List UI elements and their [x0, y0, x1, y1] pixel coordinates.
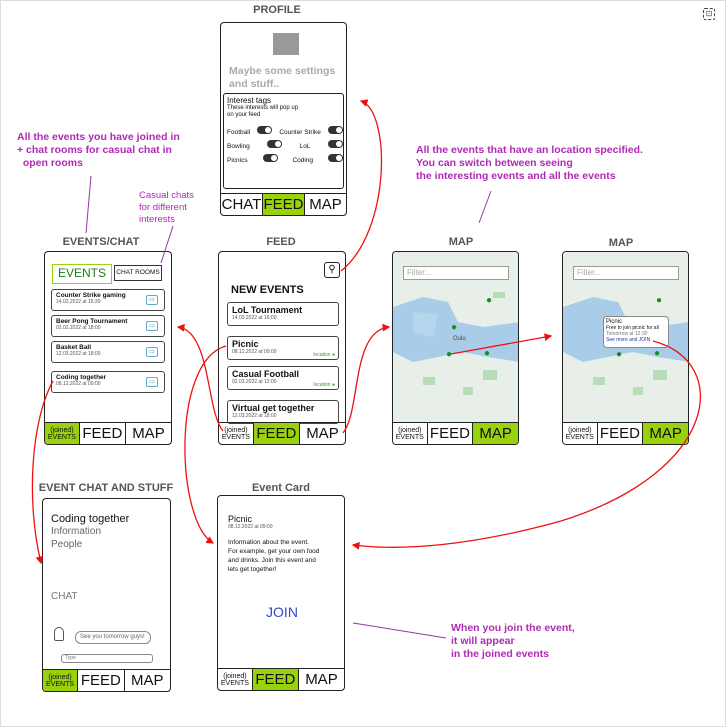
popup-title: Picnic [606, 319, 623, 325]
nav-map[interactable]: MAP [309, 196, 342, 213]
line-note-joined [86, 176, 91, 233]
nav-feed[interactable]: FEED [428, 423, 474, 444]
event-card-title: Event Card [251, 482, 311, 494]
line-note-map [479, 191, 491, 223]
tab-chat-rooms[interactable]: CHAT ROOMS [114, 265, 162, 281]
popup-join-link[interactable]: See more and JOIN [606, 337, 651, 343]
feed-event-card[interactable]: Picnic 08.12.2022 at 09:00 location ● [227, 336, 339, 360]
event-item[interactable]: Counter Strike gaming 14.02.2022 at 15:30 ⇨ [51, 289, 165, 311]
tag-picnics: Picnics [227, 157, 248, 164]
note-map: All the events that have an location specified. You can switch between seeing the interesting events and all the events [416, 144, 643, 182]
event-item[interactable]: Coding together 08.12.2022 at 09:00 ⇨ [51, 371, 165, 393]
nav-feed[interactable]: FEED [253, 669, 299, 690]
bottom-nav [219, 422, 345, 444]
tag-bowling: Bowling [227, 143, 250, 150]
nav-map[interactable]: MAP [131, 672, 164, 689]
nav-map[interactable]: MAP [305, 671, 338, 688]
event-chat-title: EVENT CHAT AND STUFF [38, 482, 174, 494]
arrow-feed-to-profile [341, 101, 381, 271]
events-chat-screen [44, 251, 172, 445]
picnics-toggle[interactable] [263, 154, 278, 162]
chat-message-bubble: See you tomorrow guys! [75, 631, 151, 644]
map-pin-icon[interactable]: ● [656, 295, 663, 306]
nav-feed[interactable]: FEED [254, 423, 300, 444]
bottom-nav [563, 422, 688, 444]
events-chat-title: EVENTS/CHAT [62, 236, 140, 248]
map-pin-icon[interactable]: ● [654, 348, 661, 359]
arrow-feed-to-events [178, 327, 223, 431]
nav-feed[interactable]: FEED [263, 196, 304, 213]
filter-input[interactable]: Filter... [573, 266, 679, 280]
location-tag[interactable]: location ● [313, 352, 335, 358]
screenshot-icon[interactable]: ⊡ [703, 8, 715, 20]
lol-toggle[interactable] [328, 140, 343, 148]
event-item[interactable]: Basket Ball 12.03.2022 at 18:00 ⇨ [51, 341, 165, 363]
tag-counter-strike: Counter Strike [279, 129, 321, 136]
nav-joined-events[interactable]: (joined) EVENTS [563, 423, 598, 444]
interest-tags-panel [223, 93, 344, 189]
interest-tags-subtitle: These interests will pop up on your feed [227, 105, 299, 118]
card-description: Information about the event. For example, get your own food and drinks. Join this event and lets get together! [228, 539, 320, 573]
feed-title: FEED [266, 236, 296, 248]
coding-toggle[interactable] [328, 154, 343, 162]
chat-arrow-icon[interactable]: ⇨ [146, 321, 158, 331]
interest-tags-title: Interest tags [227, 96, 272, 105]
chat-information-link[interactable]: Information [51, 526, 102, 537]
profile-avatar[interactable] [273, 33, 299, 55]
nav-feed[interactable]: FEED [80, 423, 126, 444]
chat-input[interactable]: Type [61, 654, 153, 663]
note-join: When you join the event, it will appear in the joined events [451, 622, 575, 660]
new-events-heading: NEW EVENTS [231, 284, 304, 296]
nav-map[interactable]: MAP [306, 425, 339, 442]
join-button[interactable]: JOIN [266, 604, 298, 620]
nav-map[interactable]: MAP [132, 425, 165, 442]
filter-input[interactable]: Filter... [403, 266, 509, 280]
profile-title: PROFILE [253, 4, 301, 16]
nav-map[interactable]: MAP [643, 423, 688, 444]
city-label: Oulu [453, 336, 466, 342]
card-date: 08.12.2022 at 09:00 [228, 524, 273, 530]
nav-map[interactable]: MAP [473, 423, 518, 444]
chat-label: CHAT [51, 591, 78, 602]
tag-football: Football [227, 129, 251, 136]
chat-arrow-icon[interactable]: ⇨ [146, 347, 158, 357]
nav-joined-events[interactable]: (joined) EVENTS [393, 423, 428, 444]
note-joined: All the events you have joined in + chat rooms for casual chat in open rooms [17, 131, 180, 169]
profile-icon[interactable]: ⚲ [324, 262, 340, 278]
chat-arrow-icon[interactable]: ⇨ [146, 377, 158, 387]
map-title-2: MAP [608, 237, 634, 249]
map-title: MAP [448, 236, 474, 248]
bottom-nav [218, 668, 344, 690]
map-pin-icon[interactable]: ● [451, 322, 458, 333]
chat-event-title: Coding together [51, 513, 130, 525]
event-chat-screen [42, 498, 171, 692]
map-screen-popup [562, 251, 689, 445]
bottom-nav [45, 422, 171, 444]
card-title: Picnic [228, 514, 253, 524]
chat-arrow-icon[interactable]: ⇨ [146, 295, 158, 305]
profile-screen [220, 22, 347, 216]
tab-events[interactable]: EVENTS [52, 264, 112, 284]
settings-text: Maybe some settings and stuff.. [229, 65, 336, 90]
nav-feed[interactable]: FEED [598, 423, 644, 444]
chat-people-link[interactable]: People [51, 539, 83, 550]
note-casual-chats: Casual chats for different interests [139, 190, 194, 225]
map-screen [392, 251, 519, 445]
map-pin-icon[interactable]: ● [484, 348, 491, 359]
bowling-toggle[interactable] [267, 140, 282, 148]
football-toggle[interactable] [257, 126, 272, 134]
counter-strike-toggle[interactable] [328, 126, 343, 134]
popup-date: Tomorrow at 12:30 [606, 331, 648, 337]
event-item[interactable]: Beer Pong Tournament 02.02.2022 at 18:00 ⇨ [51, 315, 165, 337]
map-pin-icon[interactable]: ● [486, 295, 493, 306]
tag-coding: Coding [292, 157, 314, 164]
location-tag[interactable]: location ● [313, 382, 335, 388]
event-popup[interactable] [603, 316, 669, 348]
line-note-join [353, 623, 446, 638]
nav-joined-events[interactable]: (joined) EVENTS [219, 423, 254, 444]
nav-joined-events[interactable]: (joined) EVENTS [45, 423, 80, 444]
feed-event-card[interactable]: Casual Football 02.03.2022 at 12:00 location ● [227, 366, 339, 390]
nav-joined-events[interactable]: (joined) EVENTS [218, 669, 253, 690]
bottom-nav [43, 669, 170, 691]
feed-event-card[interactable]: LoL Tournament 14.03.2022 at 16:00 [227, 302, 339, 326]
bottom-nav [393, 422, 518, 444]
feed-event-card[interactable]: Virtual get together 12.03.2022 at 18:00 [227, 400, 339, 424]
tag-lol: LoL [299, 143, 311, 150]
arrow-feed-to-map [343, 327, 389, 433]
map-pin-icon[interactable]: ● [446, 349, 453, 360]
event-card-screen [217, 495, 345, 691]
nav-chat[interactable]: CHAT [221, 196, 262, 213]
bottom-nav [221, 193, 346, 215]
user-avatar-icon [54, 627, 64, 641]
map-pin-icon[interactable]: ● [616, 349, 623, 360]
nav-joined-events[interactable]: (joined) EVENTS [43, 670, 78, 691]
feed-screen [218, 251, 346, 445]
popup-text: Free to join picnic for all [606, 325, 659, 331]
nav-feed[interactable]: FEED [78, 670, 124, 691]
